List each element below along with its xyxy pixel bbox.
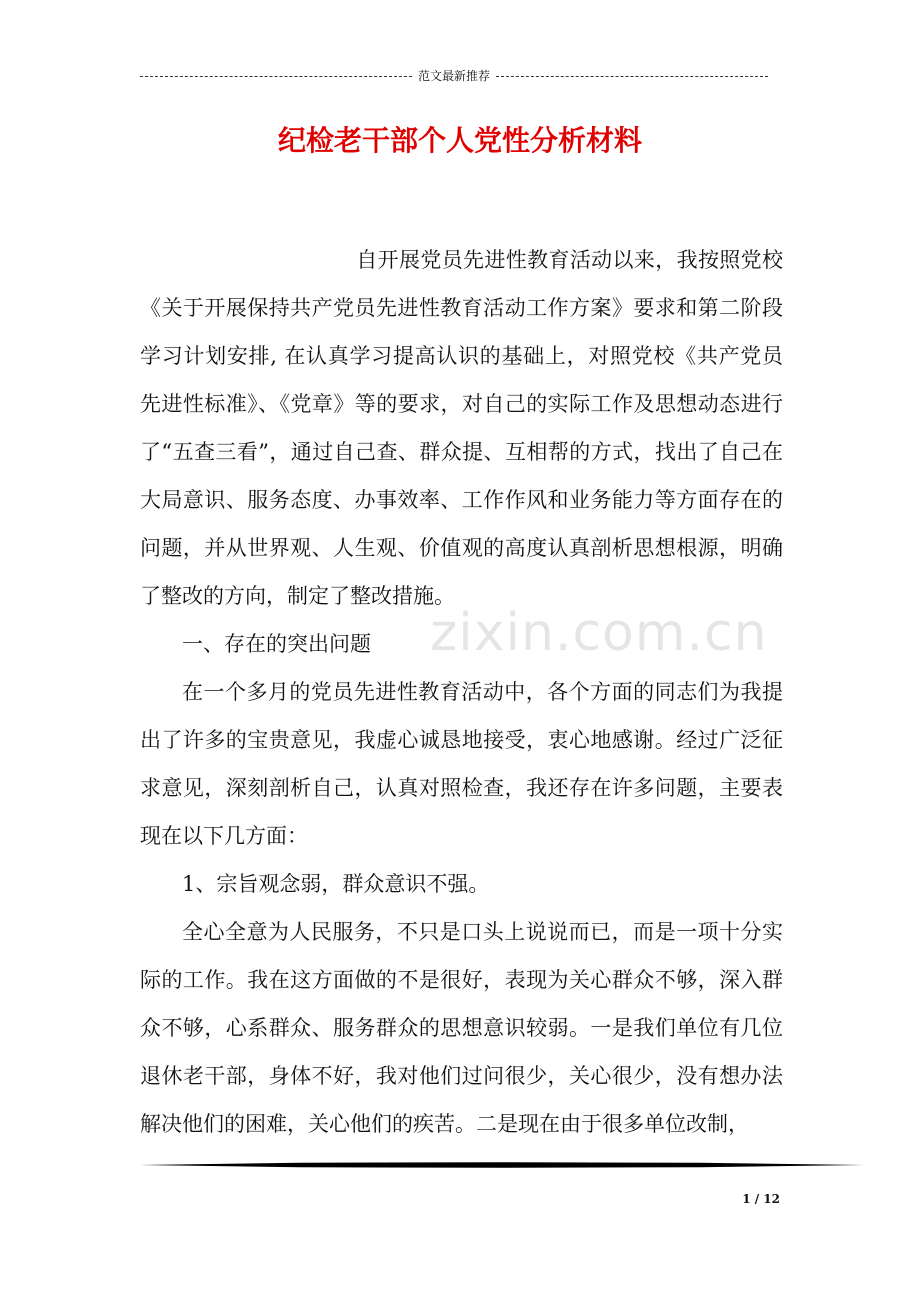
- watermark: zixin.com.cn: [430, 603, 768, 663]
- document-title: 纪检老干部个人党性分析材料: [277, 124, 642, 157]
- footer-divider: [140, 1155, 864, 1175]
- page-number: 1 / 12: [742, 1192, 780, 1206]
- paragraph-intro: 自开展党员先进性教育活动以来，我按照党校《关于开展保持共产党员先进性教育活动工作方案》要求和第二阶段学习计划安排, 在认真学习提高认识的基础上，对照党校《共产党员先进性标准》、《党章》等的要求，对自己的实际工作及思想动态进行了“五查三看”，通过自己查、群众提、互相帮的方式，找出了自己在大局意识、服务态度、办事效率、工作作风和业务能力等方面存在的问题，并从世界观、人生观、价值观的高度认真剖析思想根源，明确了整改的方向，制定了整改措施。: [140, 248, 783, 608]
- header-label: 范文最新推荐: [418, 69, 491, 83]
- paragraph-service: 全心全意为人民服务，不只是口头上说说而已，而是一项十分实际的工作。我在这方面做的不是很好，表现为关心群众不够，深入群众不够，心系群众、服务群众的思想意识较弱。一是我们单位有几位退休老干部，身体不好，我对他们过问很少，关心很少，没有想办法解决他们的困难，关心他们的疾苦。二是现在由于很多单位改制，: [140, 920, 783, 1136]
- section-heading-problems: 一、存在的突出问题: [182, 632, 371, 656]
- header-right-dashes: [496, 76, 768, 77]
- paragraph-feedback: 在一个多月的党员先进性教育活动中，各个方面的同志们为我提出了许多的宝贵意见，我虚心诚恳地接受，衷心地感谢。经过广泛征求意见，深刻剖析自己，认真对照检查，我还存在许多问题，主要表现在以下几方面：: [140, 680, 783, 848]
- document-body: [140, 236, 783, 1148]
- page-header: [140, 68, 768, 84]
- subheading-item-1: 1、宗旨观念弱，群众意识不强。: [182, 872, 490, 896]
- header-left-dashes: [140, 76, 412, 77]
